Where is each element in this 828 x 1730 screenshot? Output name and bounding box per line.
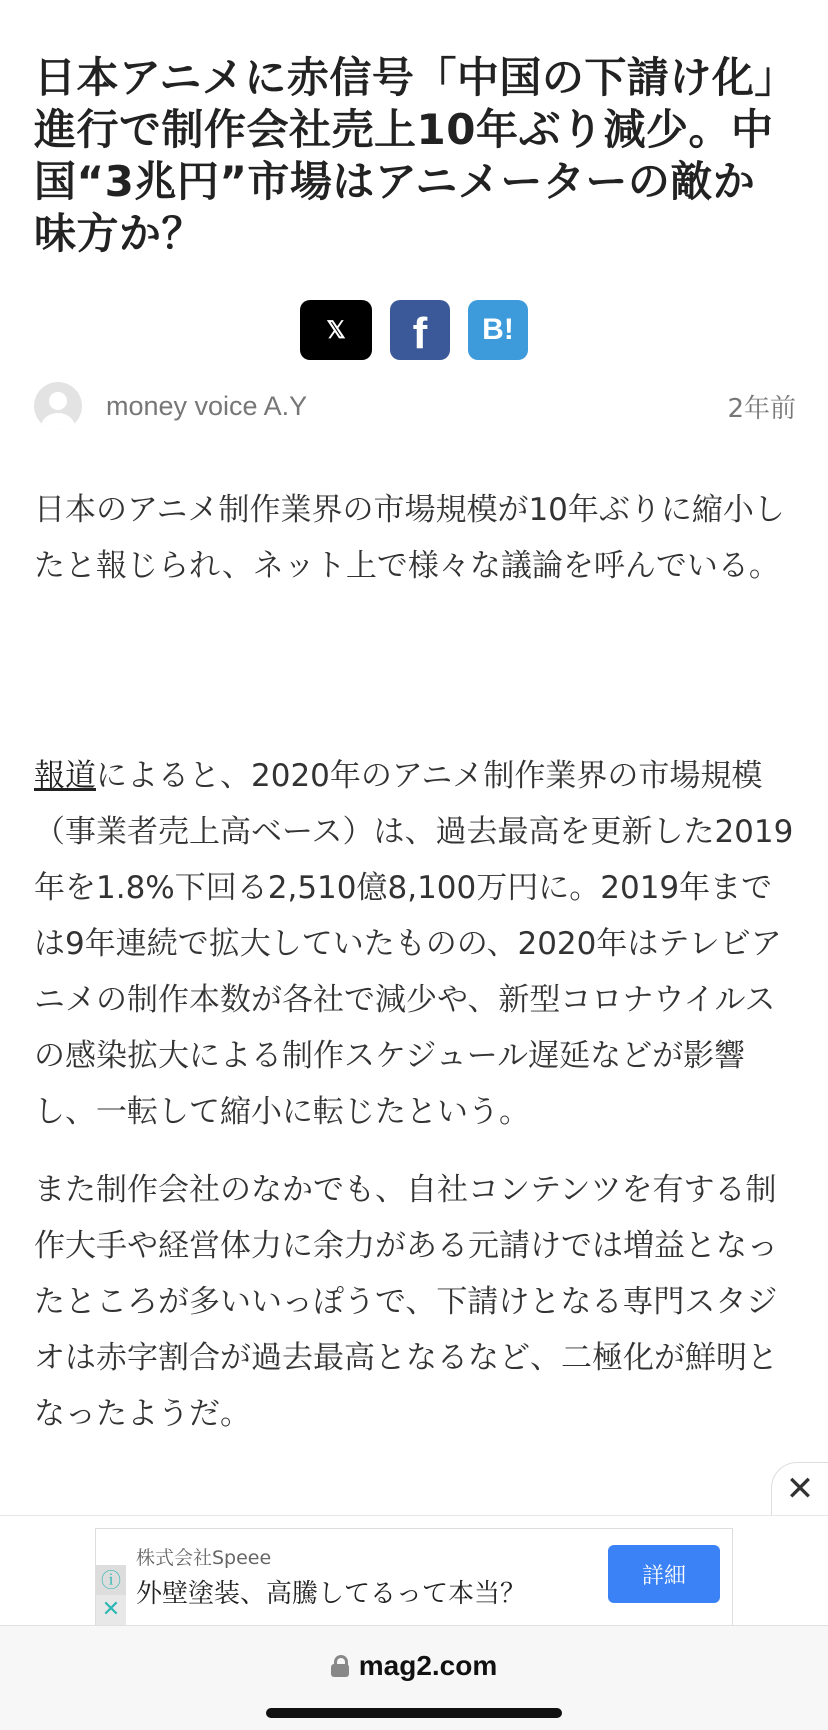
article-header — [34, 52, 794, 260]
address-bar[interactable] — [0, 1650, 828, 1682]
ad-headline[interactable]: 外壁塗装、高騰してるって本当？ — [136, 1579, 527, 1609]
browser-bottom-bar — [0, 1625, 828, 1730]
article-title: 日本アニメに赤信号「中国の下請け化」進行で制作会社売上10年ぶり減少。中国“3兆円”市場はアニメーターの敵か味方か？ — [34, 53, 776, 258]
hatena-icon: B! — [482, 313, 514, 346]
article-body — [34, 482, 796, 1442]
x-icon: 𝕏 — [326, 316, 346, 344]
share-facebook-button[interactable] — [390, 300, 450, 360]
ad-close-icon[interactable]: ✕ — [96, 1595, 126, 1625]
paragraph-3: また制作会社のなかでも、自社コンテンツを有する制作大手や経営体力に余力がある元請けでは増益となったところが多いいっぽうで、下請けとなる専門スタジオは赤字割合が過去最高となるなど、二極化が鮮明となったようだ。 — [34, 1172, 778, 1432]
share-x-button[interactable] — [300, 300, 372, 360]
facebook-icon: f — [412, 309, 428, 358]
close-icon: ✕ — [785, 1469, 815, 1509]
ad-banner — [0, 1515, 828, 1626]
author-avatar[interactable] — [34, 382, 82, 430]
ad-company: 株式会社Speee — [136, 1547, 272, 1569]
report-link[interactable]: 報道 — [34, 758, 96, 794]
ad-close-tab[interactable] — [771, 1462, 828, 1515]
paragraph-2-text: によると、2020年のアニメ制作業界の市場規模（事業者売上高ベース）は、過去最高を更新した2019年を1.8%下回る2,510億8,100万円に。2019年までは9年連続で拡大していたものの、2020年はテレビアニメの制作本数が各社で減少や、新型コロナウイルスの感染拡大による制作スケジュール遅延などが影響し、一転して縮小に転じたという。 — [34, 758, 794, 1130]
paragraph-2 — [34, 748, 796, 1140]
author-name[interactable]: money voice A.Y — [106, 390, 308, 421]
paragraph-1: 日本のアニメ制作業界の市場規模が10年ぶりに縮小したと報じられ、ネット上で様々な議論を呼んでいる。 — [34, 492, 785, 584]
post-time: 2年前 — [727, 393, 796, 424]
home-indicator[interactable] — [266, 1708, 562, 1718]
share-hatena-button[interactable] — [468, 300, 528, 360]
article-meta — [34, 380, 796, 432]
share-buttons — [0, 300, 828, 360]
url-text[interactable]: mag2.com — [358, 1650, 498, 1681]
lock-icon — [331, 1655, 349, 1677]
ad-details-button[interactable]: 詳細 — [608, 1545, 720, 1603]
ad-info-icon[interactable]: ⓘ — [96, 1565, 126, 1595]
ad-box[interactable] — [95, 1528, 733, 1626]
